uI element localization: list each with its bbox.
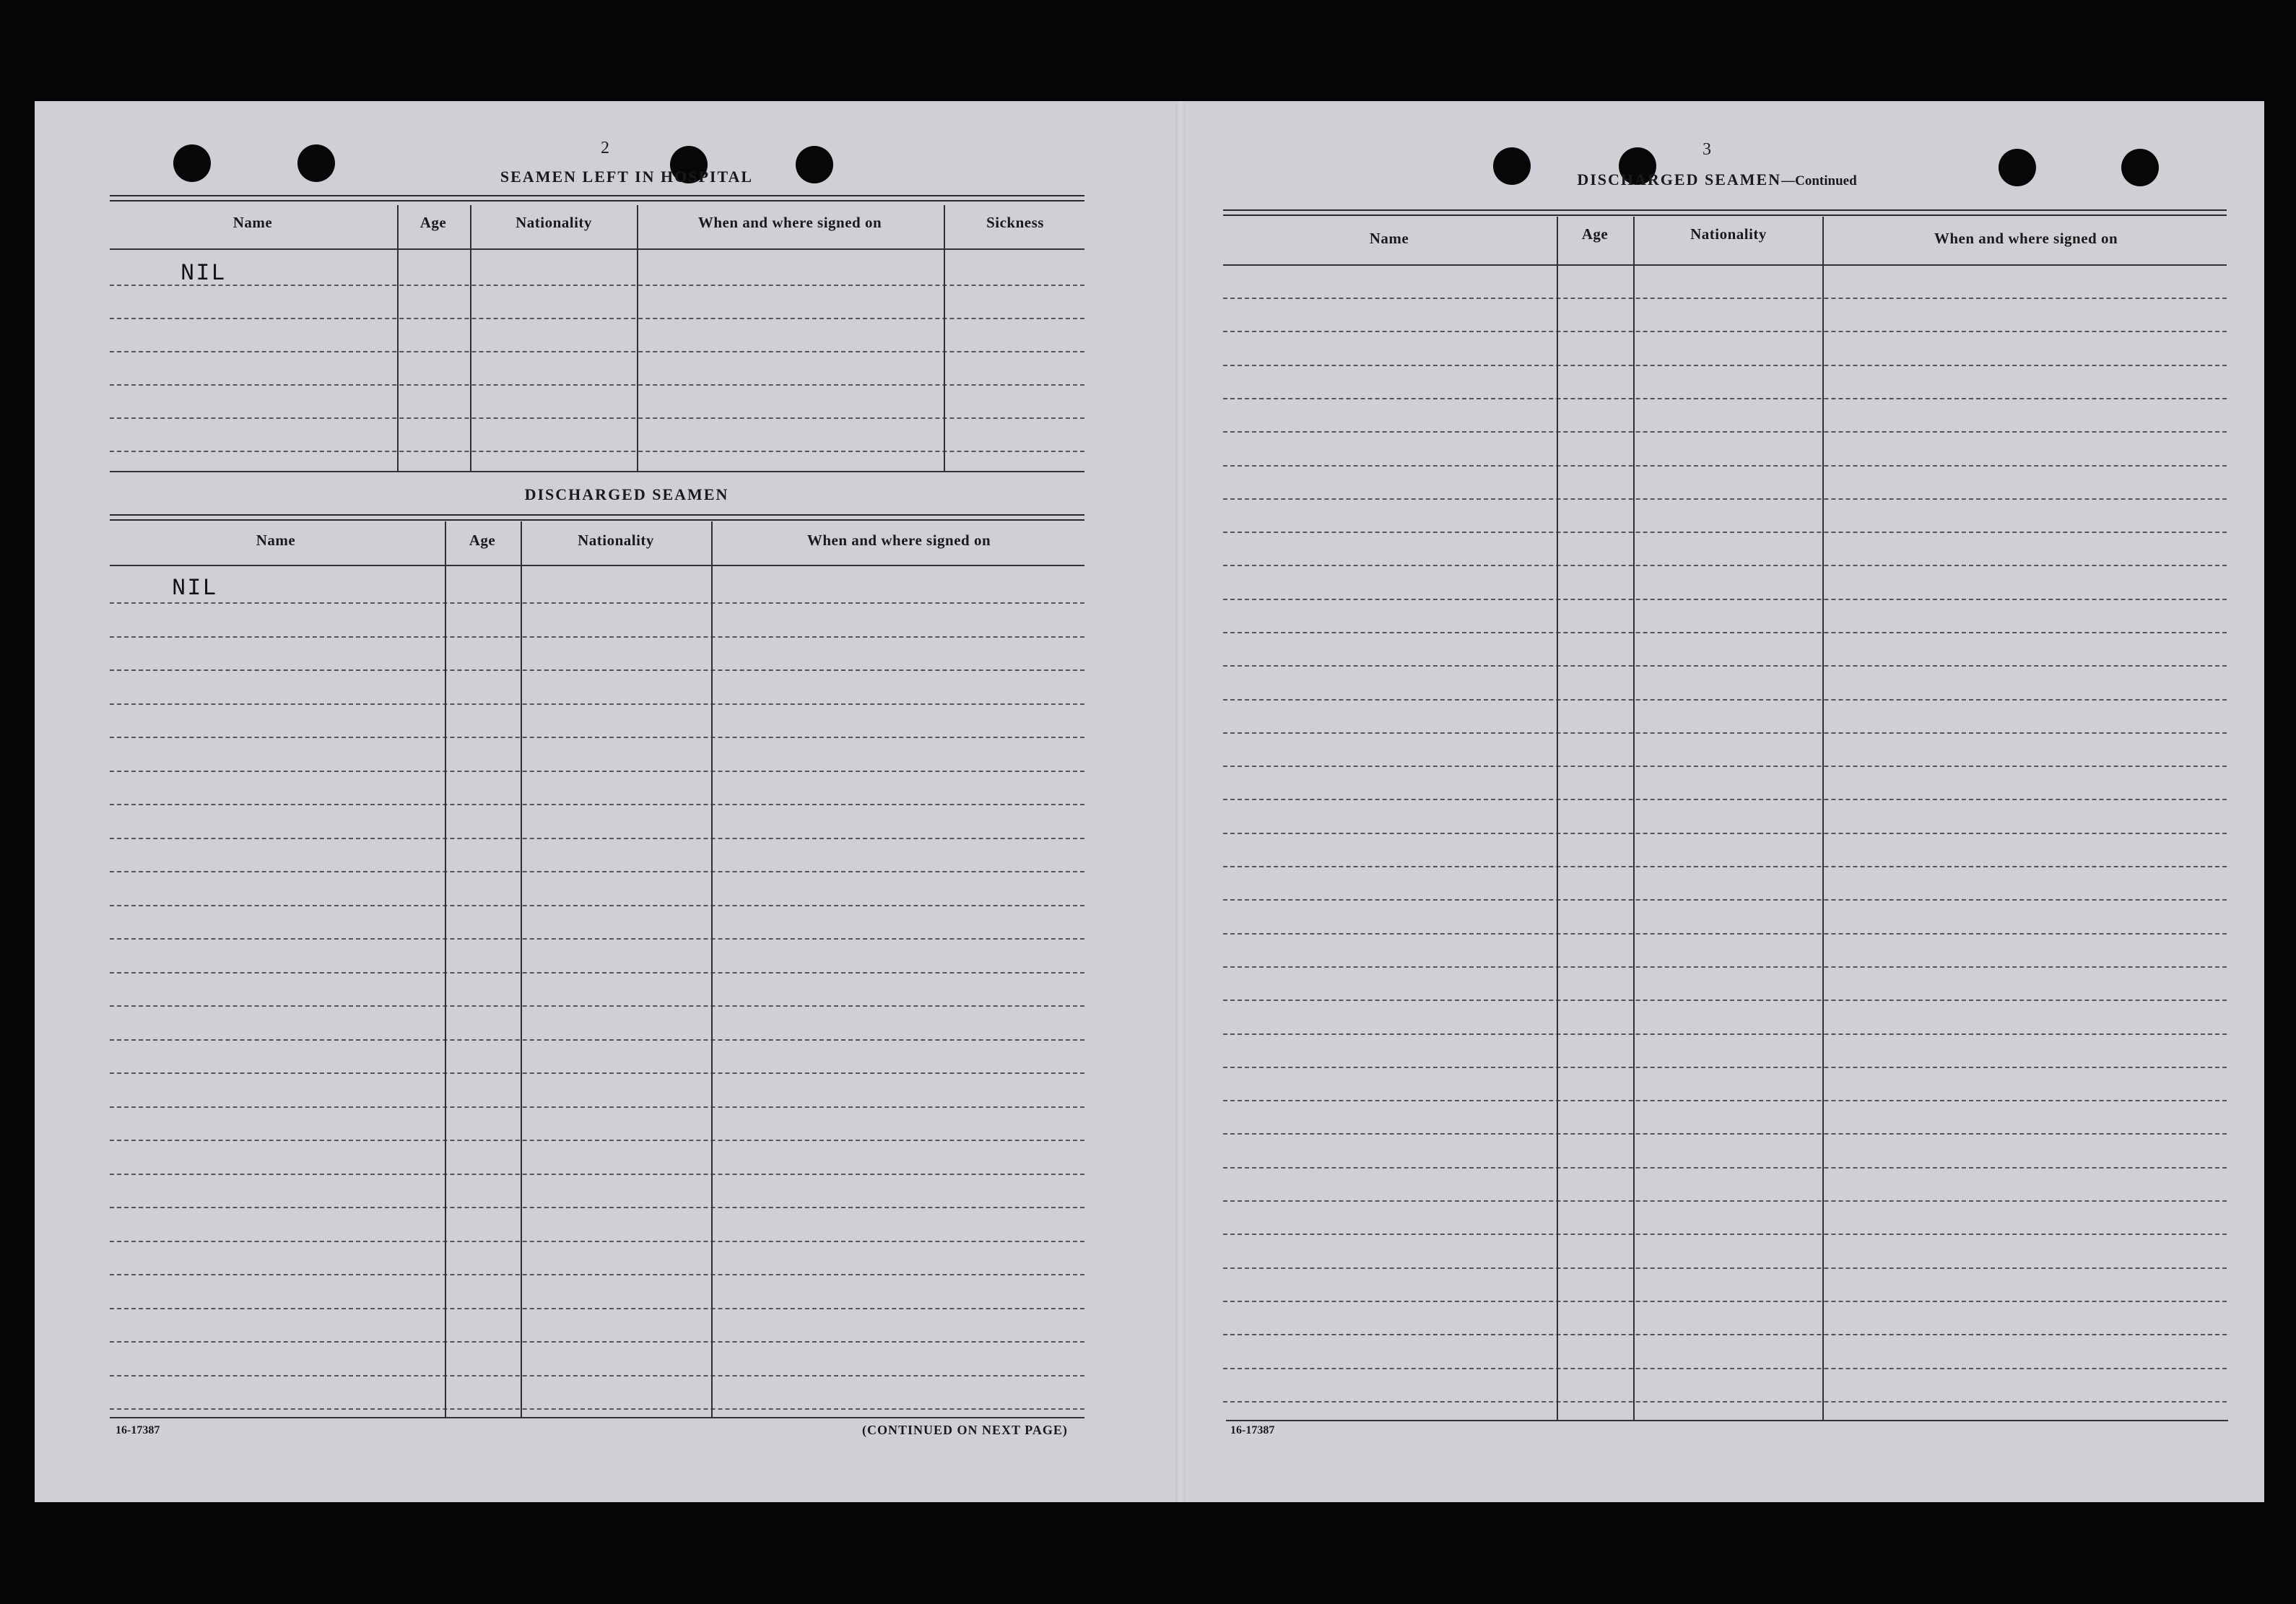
discharged-row-line <box>110 703 1084 705</box>
discharged-row-line <box>110 636 1084 638</box>
right-row-line <box>1223 599 2227 600</box>
hospital-col-divider <box>397 205 399 472</box>
right-row-line <box>1223 799 2227 800</box>
hospital-row-line <box>110 384 1084 386</box>
right-col-age: Age <box>1581 225 1609 243</box>
right-row-line <box>1223 699 2227 701</box>
punch-hole <box>1999 149 2036 186</box>
right-row-line <box>1223 833 2227 834</box>
right-header-rule <box>1223 264 2227 266</box>
discharged-col-divider <box>711 521 713 1418</box>
discharged-row-line <box>110 1375 1084 1377</box>
discharged-row-line <box>110 1005 1084 1007</box>
discharged-header-rule <box>110 565 1084 566</box>
discharged-row-line <box>110 1308 1084 1309</box>
right-col-divider <box>1557 217 1558 1421</box>
right-page-number: 3 <box>1703 140 1711 159</box>
right-row-line <box>1223 665 2227 667</box>
right-row-line <box>1223 933 2227 935</box>
discharged-col-signed-on: When and where signed on <box>806 532 991 549</box>
hospital-header-rule <box>110 248 1084 250</box>
discharged-col-age: Age <box>469 532 496 549</box>
right-row-line <box>1223 1334 2227 1335</box>
discharged-row-line <box>110 771 1084 772</box>
hospital-col-divider <box>637 205 638 472</box>
discharged-row-line <box>110 602 1084 604</box>
right-row-line <box>1223 331 2227 332</box>
discharged-row-line <box>110 905 1084 906</box>
left-page-number: 2 <box>601 139 609 157</box>
discharged-row-line <box>110 838 1084 839</box>
right-row-line <box>1223 1301 2227 1302</box>
page-fold <box>1175 101 1186 1502</box>
discharged-row-line <box>110 938 1084 940</box>
right-section-title <box>1486 170 1948 189</box>
right-row-line <box>1223 398 2227 399</box>
hospital-row-line <box>110 318 1084 319</box>
right-col-divider <box>1822 217 1824 1421</box>
right-row-line <box>1223 365 2227 366</box>
discharged-col-divider <box>445 521 446 1418</box>
right-row-line <box>1223 498 2227 500</box>
discharged-row-line <box>110 1274 1084 1275</box>
right-row-line <box>1223 1200 2227 1202</box>
discharged-row-line <box>110 1039 1084 1041</box>
right-title-rule <box>1223 209 2227 216</box>
hospital-entry: NIL <box>181 260 227 287</box>
right-row-line <box>1223 966 2227 968</box>
right-row-line <box>1223 1401 2227 1403</box>
hospital-title-rule <box>110 195 1084 201</box>
discharged-row-line <box>110 972 1084 974</box>
discharged-entry: NIL <box>172 575 218 602</box>
discharged-col-divider <box>521 521 522 1418</box>
hospital-bottom-rule <box>110 471 1084 472</box>
right-row-line <box>1223 1267 2227 1269</box>
hospital-col-divider <box>944 205 945 472</box>
right-row-line <box>1223 1100 2227 1101</box>
right-row-line <box>1223 632 2227 633</box>
discharged-row-line <box>110 1106 1084 1108</box>
left-form-number: 16-17387 <box>116 1424 160 1436</box>
discharged-col-nationality: Nationality <box>578 532 654 549</box>
right-row-line <box>1223 1368 2227 1369</box>
right-col-divider <box>1633 217 1635 1421</box>
discharged-row-line <box>110 1408 1084 1410</box>
right-bottom-rule <box>1226 1420 2228 1421</box>
right-row-line <box>1223 465 2227 467</box>
punch-hole <box>297 144 335 182</box>
punch-hole <box>173 144 211 182</box>
right-row-line <box>1223 766 2227 767</box>
discharged-row-line <box>110 669 1084 671</box>
right-row-line <box>1223 732 2227 734</box>
right-col-name: Name <box>1369 230 1409 247</box>
hospital-section-title: SEAMEN LEFT IN HOSPITAL <box>500 168 754 186</box>
hospital-row-line <box>110 351 1084 352</box>
right-col-signed-on: When and where signed on <box>1934 230 2118 247</box>
discharged-row-line <box>110 1072 1084 1074</box>
hospital-col-sickness: Sickness <box>986 214 1044 231</box>
right-row-line <box>1223 565 2227 566</box>
discharged-row-line <box>110 1241 1084 1242</box>
right-form-number: 16-17387 <box>1230 1424 1275 1436</box>
right-title-text: DISCHARGED SEAMEN <box>1577 170 1782 188</box>
right-row-line <box>1223 1167 2227 1169</box>
right-row-line <box>1223 1067 2227 1068</box>
right-row-line <box>1223 431 2227 433</box>
right-row-line <box>1223 1133 2227 1135</box>
right-row-line <box>1223 532 2227 533</box>
hospital-col-signed-on: When and where signed on <box>697 214 882 231</box>
discharged-row-line <box>110 1207 1084 1208</box>
discharged-section-title: DISCHARGED SEAMEN <box>524 485 729 503</box>
hospital-row-line <box>110 417 1084 419</box>
discharged-row-line <box>110 1174 1084 1175</box>
hospital-col-name: Name <box>232 214 273 231</box>
discharged-row-line <box>110 804 1084 805</box>
right-row-line <box>1223 1033 2227 1035</box>
right-row-line <box>1223 899 2227 901</box>
right-row-line <box>1223 866 2227 867</box>
discharged-col-name: Name <box>256 532 296 549</box>
right-col-nationality: Nationality <box>1690 225 1767 243</box>
right-row-line <box>1223 1234 2227 1235</box>
hospital-col-divider <box>470 205 471 472</box>
discharged-bottom-rule <box>110 1417 1084 1418</box>
hospital-row-line <box>110 451 1084 452</box>
discharged-row-line <box>110 871 1084 872</box>
document-sheet <box>35 101 2264 1502</box>
right-row-line <box>1223 298 2227 299</box>
discharged-row-line <box>110 1140 1084 1141</box>
right-title-suffix: —Continued <box>1781 173 1857 188</box>
discharged-title-rule <box>110 514 1084 521</box>
punch-hole <box>2121 149 2159 186</box>
discharged-row-line <box>110 737 1084 738</box>
hospital-col-age: Age <box>419 214 447 231</box>
right-row-line <box>1223 1000 2227 1001</box>
hospital-col-nationality: Nationality <box>516 214 592 231</box>
discharged-row-line <box>110 1341 1084 1343</box>
hospital-row-line <box>110 285 1084 286</box>
continued-note: (CONTINUED ON NEXT PAGE) <box>862 1423 1068 1437</box>
